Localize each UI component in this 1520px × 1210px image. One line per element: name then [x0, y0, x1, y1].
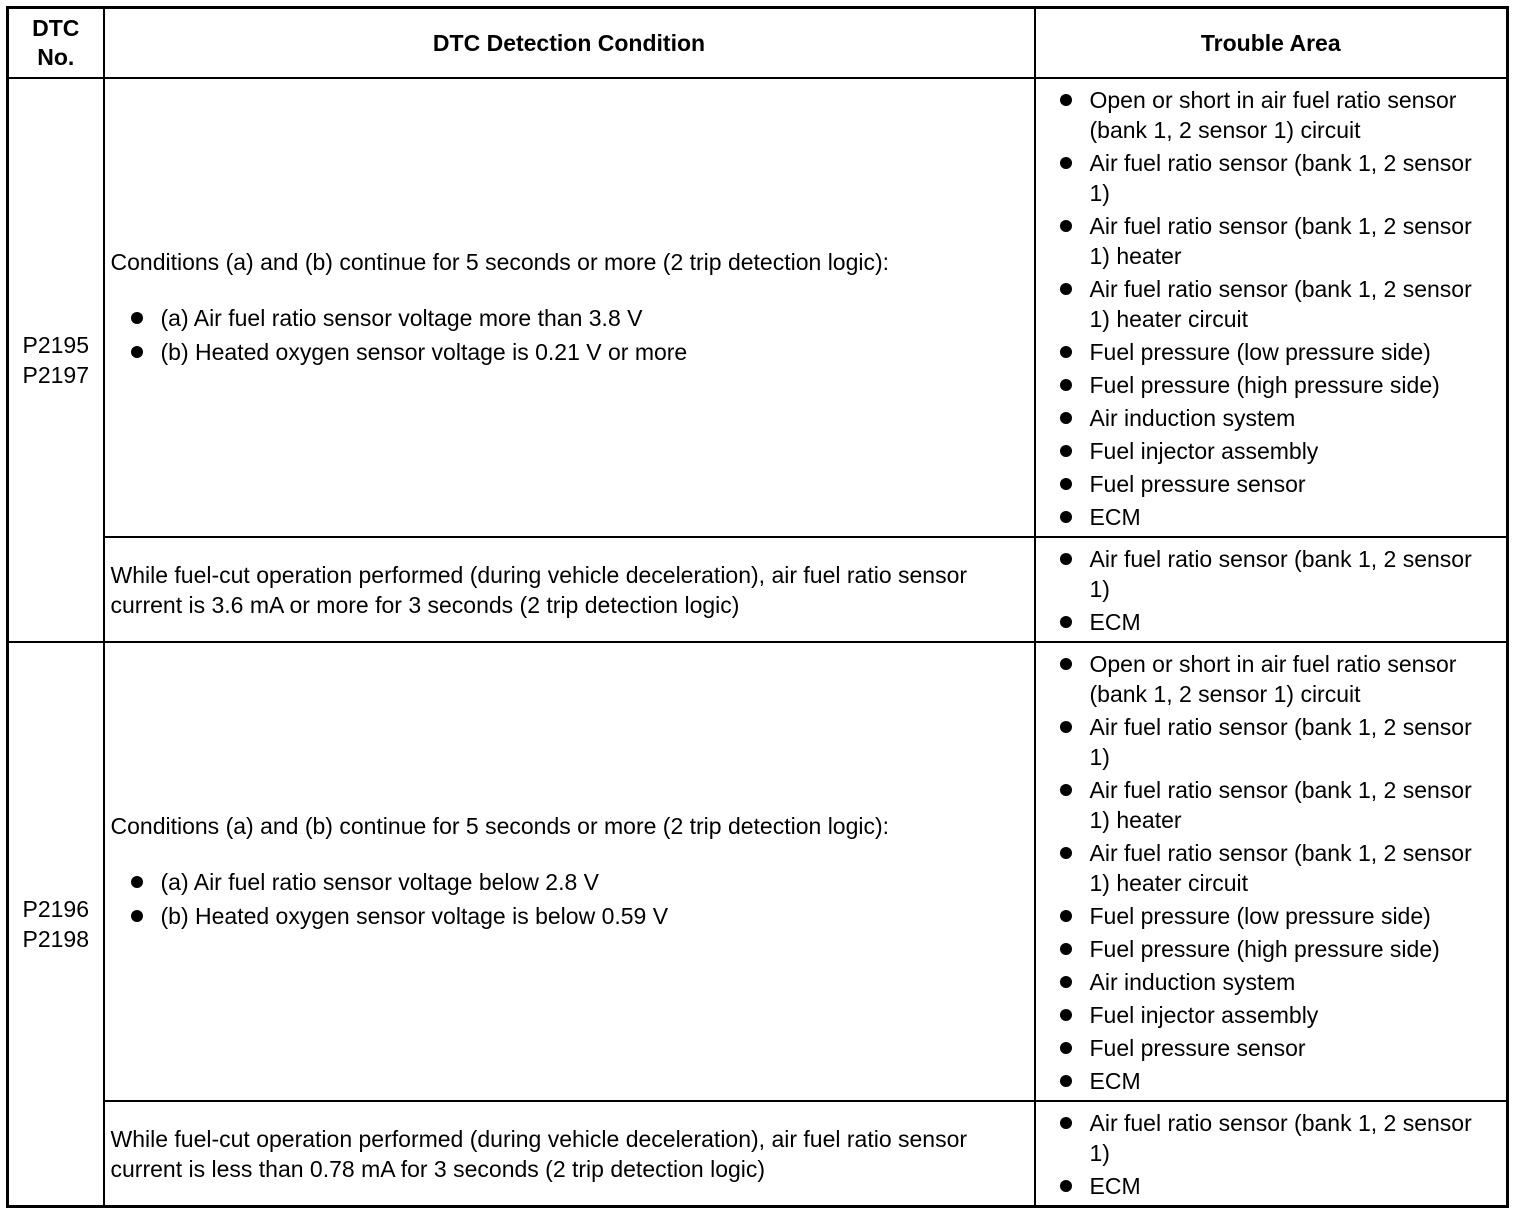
condition-list — [111, 865, 1026, 933]
list-item: Fuel pressure (high pressure side) — [1036, 934, 1499, 964]
condition-list — [111, 301, 1026, 369]
table-header-row — [8, 8, 1508, 79]
list-item: Air induction system — [1036, 403, 1499, 433]
list-item: Fuel injector assembly — [1036, 436, 1499, 466]
table-row — [8, 1101, 1508, 1207]
list-item: (a) Air fuel ratio sensor voltage more than 3.8 V — [111, 301, 1026, 335]
trouble-area-cell — [1035, 78, 1508, 537]
list-item: Air fuel ratio sensor (bank 1, 2 sensor 1) — [1036, 712, 1499, 772]
list-item: Air fuel ratio sensor (bank 1, 2 sensor 1) — [1036, 148, 1499, 208]
list-item: Fuel pressure (low pressure side) — [1036, 901, 1499, 931]
list-item: Air fuel ratio sensor (bank 1, 2 sensor 1) heater circuit — [1036, 838, 1499, 898]
trouble-area-list — [1036, 85, 1499, 532]
condition-intro: While fuel-cut operation performed (during vehicle deceleration), air fuel ratio sensor current is 3.6 mA or more for 3 seconds (2 trip detection logic) — [110, 561, 968, 618]
list-item: Fuel pressure (low pressure side) — [1036, 337, 1499, 367]
trouble-area-list — [1036, 544, 1499, 637]
header-dtc-no-line1: DTC — [32, 15, 80, 41]
header-dtc-no — [8, 8, 104, 79]
detection-condition-cell — [104, 1101, 1035, 1207]
dtc-table — [6, 6, 1509, 1208]
dtc-code: P2196 — [22, 896, 89, 922]
list-item: Open or short in air fuel ratio sensor (bank 1, 2 sensor 1) circuit — [1036, 85, 1499, 145]
list-item: Fuel pressure sensor — [1036, 469, 1499, 499]
list-item: (a) Air fuel ratio sensor voltage below 2.8 V — [111, 865, 1026, 899]
list-item: Air fuel ratio sensor (bank 1, 2 sensor 1) heater — [1036, 775, 1499, 835]
dtc-code: P2198 — [22, 926, 89, 952]
list-item: Fuel pressure sensor — [1036, 1033, 1499, 1063]
trouble-area-list — [1036, 1108, 1499, 1201]
list-item: Air fuel ratio sensor (bank 1, 2 sensor 1) heater circuit — [1036, 274, 1499, 334]
list-item: Air fuel ratio sensor (bank 1, 2 sensor 1) heater — [1036, 211, 1499, 271]
list-item: ECM — [1036, 1171, 1499, 1201]
list-item: Air fuel ratio sensor (bank 1, 2 sensor 1) — [1036, 1108, 1499, 1168]
condition-intro: Conditions (a) and (b) continue for 5 seconds or more (2 trip detection logic): — [110, 812, 890, 839]
list-item: (b) Heated oxygen sensor voltage is below 0.59 V — [111, 899, 1026, 933]
dtc-code: P2195 — [22, 332, 89, 358]
list-item: (b) Heated oxygen sensor voltage is 0.21 V or more — [111, 335, 1026, 369]
dtc-code: P2197 — [22, 362, 89, 388]
list-item: ECM — [1036, 1066, 1499, 1096]
trouble-area-list — [1036, 649, 1499, 1096]
header-trouble-area: Trouble Area — [1035, 8, 1508, 79]
trouble-area-cell — [1035, 642, 1508, 1101]
header-dtc-no-line2: No. — [37, 44, 75, 70]
header-detection-condition: DTC Detection Condition — [104, 8, 1035, 79]
detection-condition-cell — [104, 78, 1035, 537]
condition-intro: While fuel-cut operation performed (during vehicle deceleration), air fuel ratio sensor current is less than 0.78 mA for 3 seconds (2 trip detection logic) — [110, 1125, 968, 1182]
table-row — [8, 78, 1508, 537]
list-item: ECM — [1036, 607, 1499, 637]
list-item: Fuel injector assembly — [1036, 1000, 1499, 1030]
detection-condition-cell — [104, 642, 1035, 1101]
detection-condition-cell — [104, 537, 1035, 642]
condition-intro: Conditions (a) and (b) continue for 5 seconds or more (2 trip detection logic): — [110, 248, 890, 275]
table-row — [8, 642, 1508, 1101]
trouble-area-cell — [1035, 1101, 1508, 1207]
list-item: Air fuel ratio sensor (bank 1, 2 sensor 1) — [1036, 544, 1499, 604]
list-item: ECM — [1036, 502, 1499, 532]
list-item: Fuel pressure (high pressure side) — [1036, 370, 1499, 400]
list-item: Air induction system — [1036, 967, 1499, 997]
trouble-area-cell — [1035, 537, 1508, 642]
dtc-code-cell — [8, 78, 104, 642]
dtc-code-cell — [8, 642, 104, 1207]
table-row — [8, 537, 1508, 642]
list-item: Open or short in air fuel ratio sensor (bank 1, 2 sensor 1) circuit — [1036, 649, 1499, 709]
